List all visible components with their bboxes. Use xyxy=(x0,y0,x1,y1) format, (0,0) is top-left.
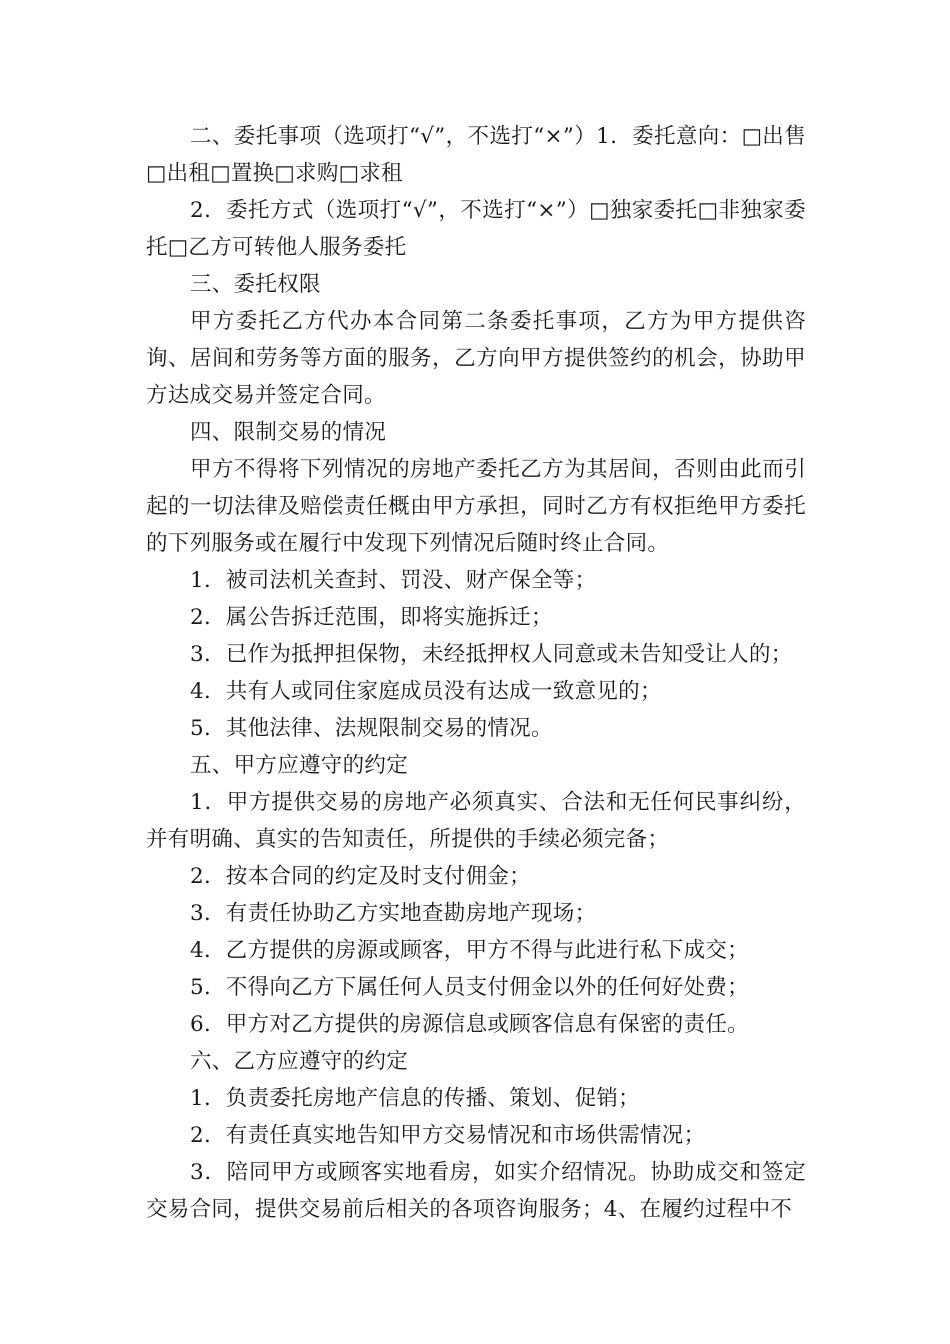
section-5-item-3: 3．有责任协助乙方实地查勘房地产现场； xyxy=(190,901,597,926)
section-6-item-2: 2．有责任真实地告知甲方交易情况和市场供需情况； xyxy=(190,1123,706,1148)
section-5-heading: 五、甲方应遵守的约定 xyxy=(190,753,409,778)
section-6-item-1: 1．负责委托房地产信息的传播、策划、促销； xyxy=(190,1086,640,1111)
section-4-heading: 四、限制交易的情况 xyxy=(190,420,387,445)
section-3-body: 甲方委托乙方代办本合同第二条委托事项，乙方为甲方提供咨询、居间和劳务等方面的服务，乙方向甲方提供签约的机会，协助甲方达成交易并签定合同。 xyxy=(146,309,806,408)
section-3-heading: 三、委托权限 xyxy=(190,272,321,297)
document-body xyxy=(146,118,806,1228)
section-6-item-3: 3．陪同甲方或顾客实地看房，如实介绍情况。协助成交和签定交易合同，提供交易前后相关的各项咨询服务；4、在履约过程中不 xyxy=(146,1160,806,1222)
entrust-method: 2．委托方式（选项打“√”，不选打“×”）□独家委托□非独家委托□乙方可转他人服务委托 xyxy=(146,198,806,260)
section-5-item-6: 6．甲方对乙方提供的房源信息或顾客信息有保密的责任。 xyxy=(190,1012,749,1037)
section-4-body: 甲方不得将下列情况的房地产委托乙方为其居间，否则由此而引起的一切法律及赔偿责任概由甲方承担，同时乙方有权拒绝甲方委托的下列服务或在履行中发现下列情况后随时终止合同。 xyxy=(146,457,806,556)
section-2-entrust-matters: 二、委托事项（选项打“√”，不选打“×”）1．委托意向：□出售□出租□置换□求购□求租 xyxy=(146,124,806,186)
section-4-item-1: 1．被司法机关查封、罚没、财产保全等； xyxy=(190,568,597,593)
section-5-item-4: 4．乙方提供的房源或顾客，甲方不得与此进行私下成交； xyxy=(190,938,749,963)
section-6-heading: 六、乙方应遵守的约定 xyxy=(190,1049,409,1074)
section-4-item-4: 4．共有人或同住家庭成员没有达成一致意见的； xyxy=(190,679,662,704)
section-4-item-5: 5．其他法律、法规限制交易的情况。 xyxy=(190,716,553,741)
section-4-item-3: 3．已作为抵押担保物，未经抵押权人同意或未告知受让人的； xyxy=(190,642,793,667)
section-5-item-2: 2．按本合同的约定及时支付佣金； xyxy=(190,864,531,889)
section-5-item-5: 5．不得向乙方下属任何人员支付佣金以外的任何好处费； xyxy=(190,975,749,1000)
section-4-item-2: 2．属公告拆迁范围，即将实施拆迁； xyxy=(190,605,553,630)
section-5-item-1: 1．甲方提供交易的房地产必须真实、合法和无任何民事纠纷，并有明确、真实的告知责任，所提供的手续必须完备； xyxy=(146,790,806,852)
